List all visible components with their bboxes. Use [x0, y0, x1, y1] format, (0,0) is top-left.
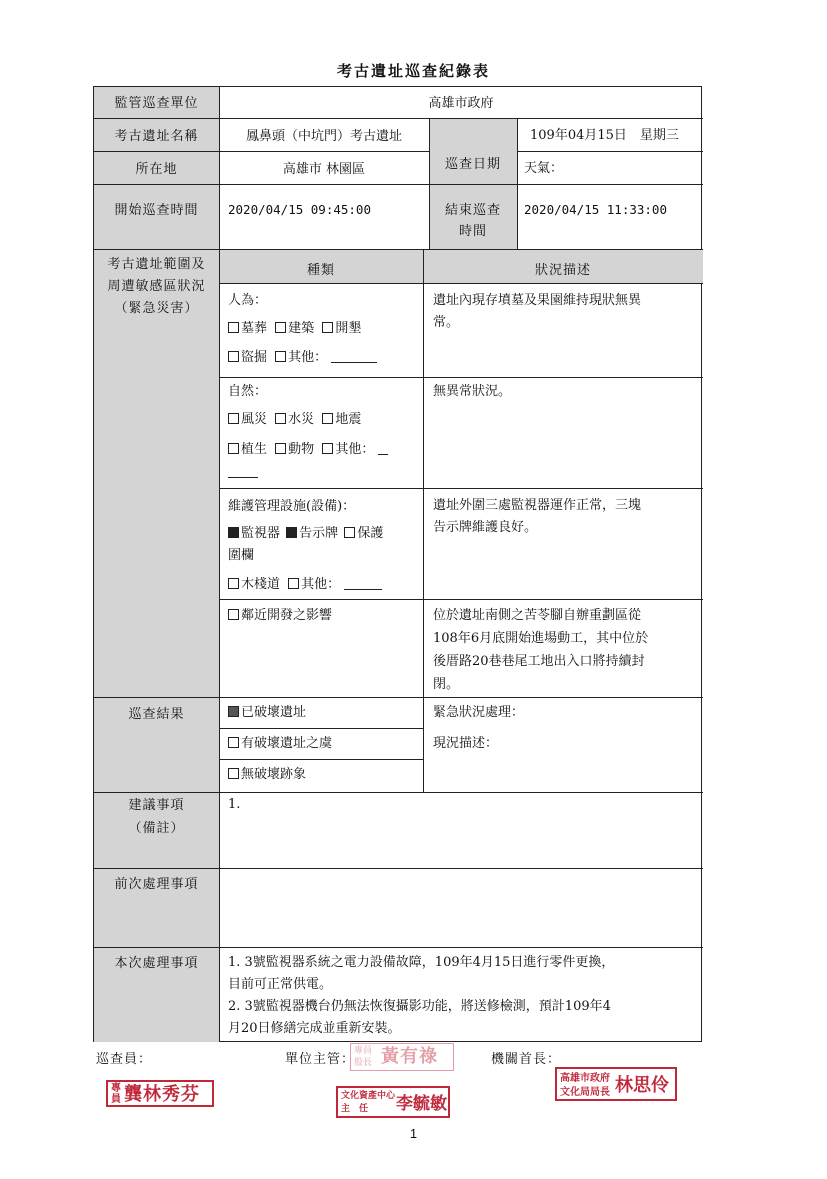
suggestion-value: 1. [228, 797, 241, 812]
nature-options-row2: 植生 動物 其他： [228, 439, 388, 461]
result-at-risk: 有破壞遺址之虞 [228, 733, 332, 755]
desc-header: 狀況描述 [534, 263, 591, 278]
facility-other-checkbox[interactable] [288, 578, 299, 589]
suggestion-label-2: （備註） [128, 821, 185, 836]
emergency-label: 緊急狀況處理： [433, 705, 525, 720]
date-value: 109年04月15日 星期三 [530, 128, 679, 143]
start-time-label: 開始巡查時間 [114, 203, 199, 218]
human-options-row2: 盜掘 其他： [228, 347, 377, 369]
end-time-label-1: 結束巡查 [444, 203, 501, 218]
facility-desc-2: 告示牌維護良好。 [433, 520, 538, 535]
boardwalk-checkbox[interactable] [228, 578, 239, 589]
nature-other-blank[interactable] [378, 442, 388, 455]
building-checkbox[interactable] [275, 322, 286, 333]
nature-title: 自然： [228, 384, 268, 399]
wind-checkbox[interactable] [228, 413, 239, 424]
sign-checkbox[interactable] [286, 527, 297, 538]
supervisor-seal: 專員 股長 黃有祿 [350, 1043, 454, 1071]
human-desc-2: 常。 [433, 315, 460, 330]
label-column [94, 87, 219, 1042]
development-desc-1: 位於遺址南側之苦苓腳自辦重劃區從 [433, 608, 642, 623]
flood-checkbox[interactable] [275, 413, 286, 424]
current-handling-line3: 2. 3號監視器機台仍無法恢復攝影功能，將送修檢測，預計109年4 [228, 999, 611, 1014]
page-number: 1 [409, 1126, 418, 1141]
burial-checkbox[interactable] [228, 322, 239, 333]
current-desc-label: 現況描述： [433, 736, 499, 751]
inspector-label: 巡查員： [96, 1052, 153, 1067]
suggestion-label-1: 建議事項 [128, 798, 185, 813]
site-value: 鳳鼻頭（中坑門）考古遺址 [245, 129, 402, 144]
reclaim-checkbox[interactable] [322, 322, 333, 333]
human-other-checkbox[interactable] [275, 351, 286, 362]
facility-options-row1: 監視器 告示牌 保護 [228, 523, 383, 545]
current-handling-line4: 月20日修繕完成並重新安裝。 [228, 1021, 401, 1036]
development-desc-3: 後厝路20巷巷尾工地出入口將持續封 [433, 654, 645, 669]
result-no-damage: 無破壞跡象 [228, 764, 306, 786]
agency-value: 高雄市政府 [428, 96, 494, 111]
head-label: 機關首長： [491, 1052, 562, 1067]
nature-options-row1: 風災 水災 地震 [228, 409, 361, 431]
start-time-value: 2020/04/15 09:45:00 [228, 202, 371, 217]
site-label: 考古遺址名稱 [114, 129, 199, 144]
plant-checkbox[interactable] [228, 443, 239, 454]
nature-other-checkbox[interactable] [322, 443, 333, 454]
human-title: 人為： [228, 293, 268, 308]
looting-checkbox[interactable] [228, 351, 239, 362]
destroyed-checkbox[interactable] [228, 706, 239, 717]
human-other-blank[interactable] [331, 350, 377, 363]
previous-label: 前次處理事項 [114, 877, 199, 892]
supervisor-label: 單位主管： [285, 1052, 356, 1067]
facility-other-blank[interactable] [344, 577, 382, 590]
result-label: 巡查結果 [128, 707, 185, 722]
human-options-row1: 墓葬 建築 開墾 [228, 318, 361, 340]
development-option: 鄰近開發之影響 [228, 605, 332, 627]
development-checkbox[interactable] [228, 609, 239, 620]
development-desc-2: 108年6月底開始進場動工，其中位於 [433, 631, 649, 646]
date-label: 巡查日期 [444, 157, 501, 172]
at-risk-checkbox[interactable] [228, 737, 239, 748]
type-header: 種類 [306, 263, 335, 278]
facility-options-row2: 木棧道 其他： [228, 574, 382, 596]
result-destroyed: 已破壞遺址 [228, 702, 306, 724]
location-label: 所在地 [135, 162, 178, 177]
development-desc-4: 閉。 [433, 677, 460, 692]
fence-checkbox[interactable] [344, 527, 355, 538]
nature-desc: 無異常狀況。 [433, 384, 512, 399]
scope-label-1: 考古遺址範圍及 [107, 257, 206, 272]
current-handling-line1: 1. 3號監視器系統之電力設備故障，109年4月15日進行零件更換， [228, 955, 615, 970]
animal-checkbox[interactable] [275, 443, 286, 454]
inspector-seal: 專 員 龔林秀芬 [106, 1080, 214, 1107]
scope-label-2: 周遭敏感區狀況 [107, 279, 206, 294]
quake-checkbox[interactable] [322, 413, 333, 424]
no-damage-checkbox[interactable] [228, 768, 239, 779]
location-value: 高雄市 林園區 [282, 162, 366, 177]
nature-other-blank-cont[interactable] [228, 465, 258, 478]
facility-fence-cont: 圍欄 [228, 548, 255, 563]
scope-label-3: （緊急災害） [114, 301, 199, 316]
head-seal: 高雄市政府 文化局局長 林思伶 [555, 1067, 677, 1101]
facility-title: 維護管理設施(設備)： [228, 499, 356, 514]
end-time-label-2: 時間 [458, 224, 487, 239]
agency-label: 監管巡查單位 [114, 96, 199, 111]
cctv-checkbox[interactable] [228, 527, 239, 538]
center-director-seal: 文化資產中心 主 任 李毓敏 [336, 1086, 450, 1118]
weather-label: 天氣： [524, 161, 564, 176]
current-handling-label: 本次處理事項 [114, 956, 199, 971]
current-handling-line2: 目前可正常供電。 [228, 977, 333, 992]
human-desc-1: 遺址內現存墳墓及果園維持現狀無異 [433, 293, 642, 308]
page-title: 考古遺址巡查紀錄表 [336, 62, 490, 80]
end-time-value: 2020/04/15 11:33:00 [524, 202, 667, 217]
record-table [93, 86, 702, 1042]
facility-desc-1: 遺址外圍三處監視器運作正常，三塊 [433, 498, 642, 513]
